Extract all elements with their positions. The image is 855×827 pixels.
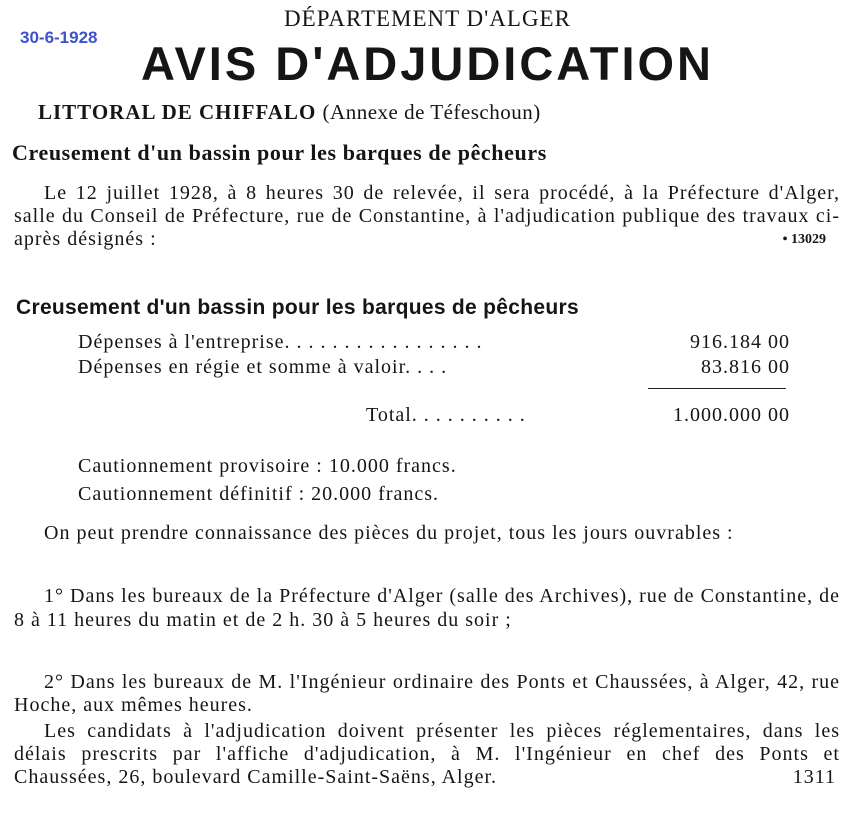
candidates-paragraph: [14, 720, 840, 789]
total-label: Total. . . . . . . . . .: [366, 404, 526, 426]
expense-label: Dépenses à l'entreprise. . . . . . . . . . . . . . . . .: [78, 331, 483, 353]
candidates-text: Les candidats à l'adjudication doivent présenter les pièces réglementaires, dans les délais prescrits par l'affiche d'adjudication, à M. l'Ingénieur en chef des Ponts et Chaussées, 26, boulevard Camille-Saint-Saëns, Alger.: [14, 720, 840, 788]
consultation-intro: [14, 520, 840, 546]
consultation-item-2-text: 2° Dans les bureaux de M. l'Ingénieur ordinaire des Ponts et Chaussées, à Alger, 42, rue Hoche, aux mêmes heures.: [14, 671, 840, 716]
subtitle-top: Creusement d'un bassin pour les barques de pêcheurs: [12, 140, 547, 165]
consultation-item-2: [14, 671, 840, 717]
expense-row-entreprise: [78, 331, 790, 355]
annexe-name: (Annexe de Téfeschoun): [322, 100, 541, 124]
cautionnement-block: [78, 452, 798, 508]
location-line: [38, 100, 838, 125]
intro-paragraph: [14, 182, 840, 251]
expense-amount: 83.816 00: [701, 356, 790, 378]
intro-text: Le 12 juillet 1928, à 8 heures 30 de relevée, il sera procédé, à la Préfecture d'Alger, salle du Conseil de Préfecture, rue de Constantine, à l'adjudication publique des travaux ci-après désignés :: [14, 182, 840, 250]
department-header: DÉPARTEMENT D'ALGER: [284, 6, 571, 31]
expense-label: Dépenses en régie et somme à valoir. . . .: [78, 356, 448, 378]
ink-mark: • 13029: [782, 232, 826, 247]
expense-amount: 916.184 00: [690, 331, 790, 353]
notice-title: AVIS D'ADJUDICATION: [140, 37, 714, 90]
location-name: LITTORAL DE CHIFFALO: [38, 100, 317, 124]
cautionnement-definitif: Cautionnement définitif : 20.000 francs.: [78, 483, 440, 505]
expense-row-total: [366, 404, 790, 428]
subtitle-works: Creusement d'un bassin pour les barques de pêcheurs: [16, 296, 579, 319]
consultation-item-1: [14, 584, 840, 632]
expense-row-regie: [78, 356, 790, 380]
notice-number: 1311: [792, 766, 836, 788]
total-amount: 1.000.000 00: [673, 404, 790, 426]
cautionnement-provisoire: Cautionnement provisoire : 10.000 francs.: [78, 455, 457, 477]
consultation-item-1-text: 1° Dans les bureaux de la Préfecture d'Alger (salle des Archives), rue de Constantine, de 8 à 11 heures du matin et de 2 h. 30 à 5 heures du soir ;: [14, 585, 840, 631]
consultation-intro-text: On peut prendre connaissance des pièces du projet, tous les jours ouvrables :: [44, 522, 734, 544]
date-annotation: 30-6-1928: [20, 28, 98, 47]
sum-divider: [648, 388, 786, 389]
